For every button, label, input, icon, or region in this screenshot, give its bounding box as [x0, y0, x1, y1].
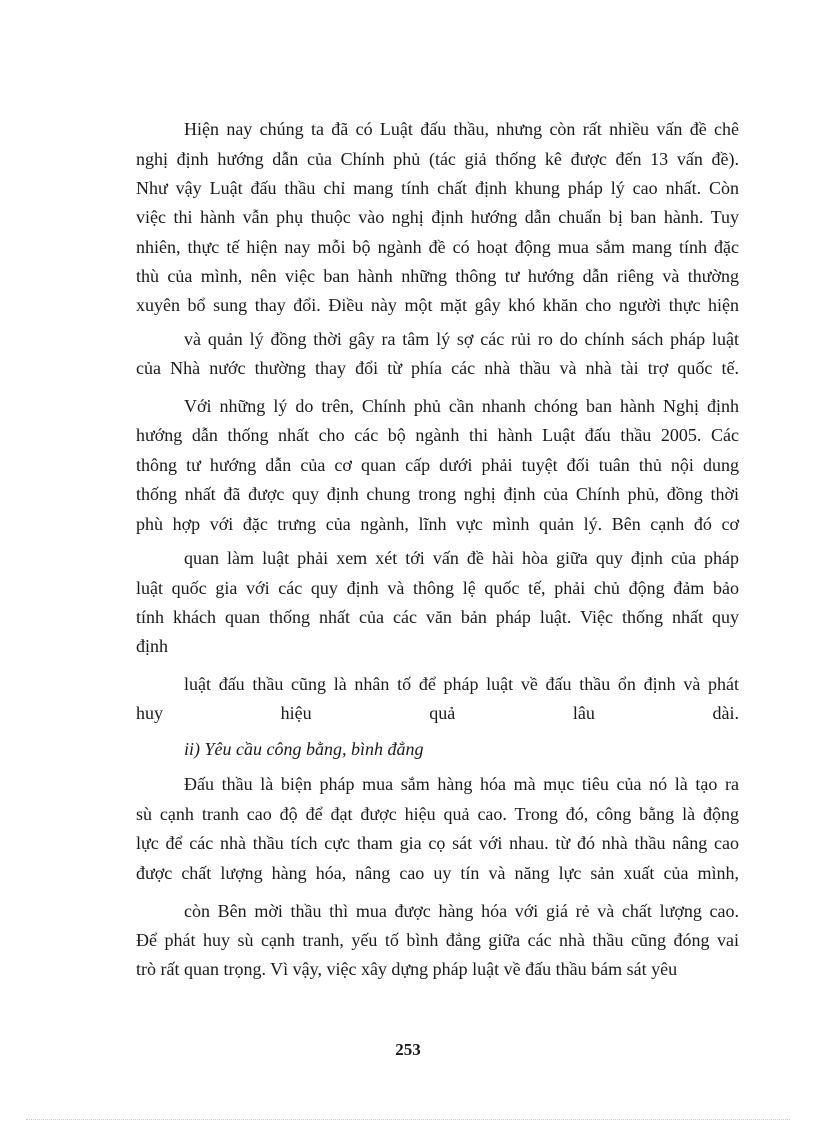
text-line: huy hiệu quả lâu dài. [136, 703, 739, 723]
text-line: nghị định hướng dẫn của Chính phủ (tác giả thống kê được đến 13 vấn đề). [136, 149, 739, 169]
text-line: trò rất quan trọng. Vì vậy, việc xây dựng pháp luật về đấu thầu bám sát yêu [136, 959, 678, 979]
text-line: phù hợp với đặc trưng của ngành, lĩnh vực mình quản lý. Bên cạnh đó cơ [136, 514, 739, 534]
text-line: tính khách quan thống nhất của các văn bản pháp luật. Việc thống nhất quy [136, 607, 739, 627]
footer-divider [26, 1119, 790, 1120]
section-heading: ii) Yêu cầu công bằng, bình đẳng [184, 739, 424, 759]
text-line: quan làm luật phải xem xét tới vấn đề hài hòa giữa quy định của pháp [184, 548, 739, 568]
text-line: được chất lượng hàng hóa, nâng cao uy tín và năng lực sản xuất của mình, [136, 863, 739, 883]
text-line: Như vậy Luật đấu thầu chỉ mang tính chất định khung pháp lý cao nhất. Còn [136, 178, 739, 198]
text-line: lực để các nhà thầu tích cực tham gia cọ sát với nhau. từ đó nhà thầu nâng cao [136, 833, 739, 853]
text-line: luật đấu thầu cũng là nhân tố để pháp luật về đấu thầu ổn định và phát [184, 674, 739, 694]
text-line: hướng dẫn thống nhất cho các bộ ngành thi hành Luật đấu thầu 2005. Các [136, 425, 739, 445]
text-line: định [136, 636, 169, 656]
text-line: luật quốc gia với các quy định và thông lệ quốc tế, phải chủ động đảm bảo [136, 578, 739, 598]
text-line: sù cạnh tranh cao độ để đạt được hiệu quả cao. Trong đó, công bằng là động [136, 804, 739, 824]
text-line: thống nhất đã được quy định chung trong nghị định của Chính phủ, đồng thời [136, 484, 739, 504]
text-line: xuyên bổ sung thay đổi. Điều này một mặt gây khó khăn cho người thực hiện [136, 295, 739, 315]
text-line: Hiện nay chúng ta đã có Luật đấu thầu, nhưng còn rất nhiều vấn đề chê [184, 119, 739, 139]
text-line: của Nhà nước thường thay đổi từ phía các nhà thầu và nhà tài trợ quốc tế. [136, 358, 739, 378]
text-line: thông tư hướng dẫn của cơ quan cấp dưới phải tuyệt đối tuân thủ nội dung [136, 455, 739, 475]
page-number: 253 [395, 1040, 421, 1059]
text-line: Để phát huy sù cạnh tranh, yếu tố bình đẳng giữa các nhà thầu cũng đóng vai [136, 930, 739, 950]
text-line: Đấu thầu là biện pháp mua sắm hàng hóa mà mục tiêu của nó là tạo ra [184, 774, 739, 794]
text-line: nhiên, thực tế hiện nay mỗi bộ ngành đề có hoạt động mua sắm mang tính đặc [136, 237, 739, 257]
text-line: Với những lý do trên, Chính phủ cần nhanh chóng ban hành Nghị định [184, 396, 739, 416]
text-line: và quản lý đồng thời gây ra tâm lý sợ các rủi ro do chính sách pháp luật [184, 329, 739, 349]
text-line: thù của mình, nên việc ban hành những thông tư hướng dẫn riêng và thường [136, 266, 739, 286]
text-line: còn Bên mời thầu thì mua được hàng hóa với giá rẻ và chất lượng cao. [184, 901, 739, 921]
text-line: việc thi hành vẫn phụ thuộc vào nghị định hướng dẫn chuẩn bị ban hành. Tuy [136, 207, 739, 227]
